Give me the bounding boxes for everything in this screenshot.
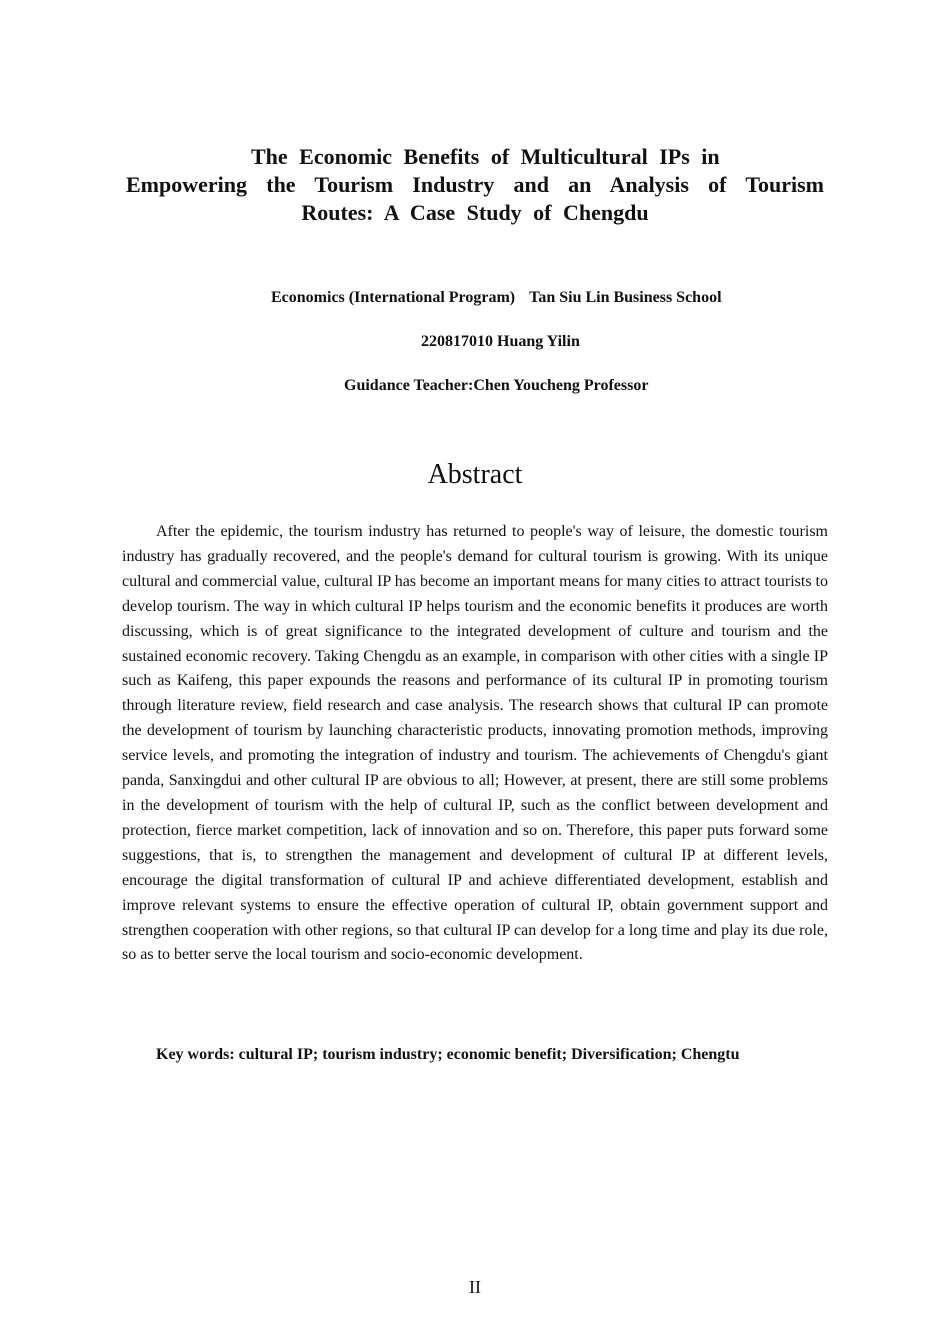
paper-title-line-3: Routes: A Case Study of Chengdu (301, 200, 649, 225)
paper-title-line-1: The Economic Benefits of Multicultural IPs in (251, 144, 720, 169)
program-name: Economics (International Program) (271, 289, 516, 306)
abstract-heading: Abstract (427, 459, 523, 490)
student-id-name: 220817010 Huang Yilin (421, 333, 580, 350)
paper-title (126, 143, 824, 227)
program-and-school (271, 288, 722, 308)
abstract-body: After the epidemic, the tourism industry has returned to people's way of leisure, the domestic tourism industry has gradually recovered, and the people's demand for cultural tourism is growing. With its unique cultural and commercial value, cultural IP has become an important means for many cities to attract tourists to develop tourism. The way in which cultural IP helps tourism and the economic benefits it produces are worth discussing, which is of great significance to the integrated development of culture and tourism and the sustained economic recovery. Taking Chengdu as an example, in comparison with other cities with a single IP such as Kaifeng, this paper expounds the reasons and performance of its cultural IP in promoting tourism through literature review, field research and case analysis. The research shows that cultural IP can promote the development of tourism by launching characteristic products, innovating promotion methods, improving service levels, and promoting the integration of industry and tourism. The achievements of Chengdu's giant panda, Sanxingdui and other cultural IP are obvious to all; However, at present, there are still some problems in the development of tourism with the help of cultural IP, such as the conflict between development and protection, fierce market competition, lack of innovation and so on. Therefore, this paper puts forward some suggestions, that is, to strengthen the management and development of cultural IP at different levels, encourage the digital transformation of cultural IP and achieve differentiated development, establish and improve relevant systems to ensure the effective operation of cultural IP, obtain government support and strengthen cooperation with other regions, so that cultural IP can develop for a long time and play its due role, so as to better serve the local tourism and socio-economic development. (122, 523, 828, 964)
keywords: Key words: cultural IP; tourism industry; economic benefit; Diversification; Chengtu (156, 1046, 740, 1063)
school-name: Tan Siu Lin Business School (529, 289, 722, 306)
guidance-teacher: Guidance Teacher:Chen Youcheng Professor (344, 377, 649, 394)
page-number: II (469, 1277, 481, 1297)
paper-title-line-2: Empowering the Tourism Industry and an Analysis of Tourism (126, 172, 824, 197)
